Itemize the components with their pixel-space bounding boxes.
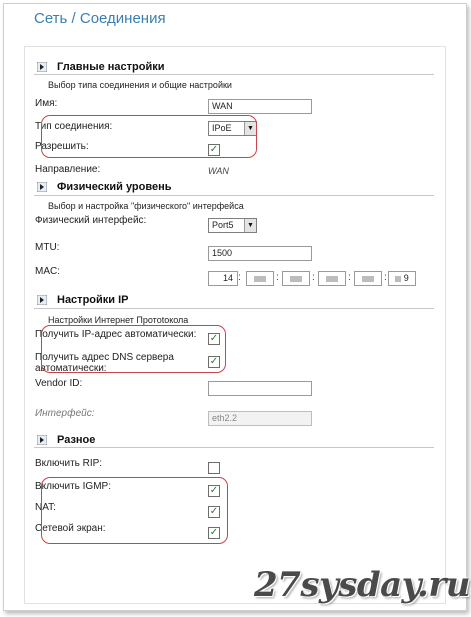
- section-main-subtitle: Выбор типа соединения и общие настройки: [48, 80, 232, 90]
- direction-label: Направление:: [35, 164, 101, 175]
- rip-checkbox[interactable]: [208, 462, 220, 474]
- redacted-value: [395, 276, 401, 282]
- vendor-id-input[interactable]: [208, 381, 312, 396]
- interface-label: Интерфейс:: [35, 408, 95, 419]
- section-divider: [34, 308, 434, 309]
- highlight-box: [41, 325, 226, 373]
- page-title: Сеть / Соединения: [34, 10, 166, 27]
- name-label: Имя:: [35, 98, 58, 109]
- mtu-input[interactable]: 1500: [208, 246, 312, 261]
- firewall-label: Сетевой экран:: [35, 523, 106, 534]
- rip-label: Включить RIP:: [35, 458, 103, 469]
- section-main-header: [37, 61, 165, 73]
- section-physical-title: Физический уровень: [57, 181, 172, 193]
- redacted-value: [290, 276, 302, 282]
- direction-value: WAN: [208, 166, 229, 176]
- section-misc-header: [37, 434, 95, 446]
- connection-type-label: Тип соединения:: [35, 121, 113, 132]
- mac-octet-1[interactable]: 14: [208, 271, 238, 286]
- redacted-value: [326, 276, 338, 282]
- highlight-box: [41, 477, 228, 544]
- auto-dns-label-line2: автоматически:: [35, 363, 107, 374]
- checkmark-icon: ✓: [209, 356, 219, 367]
- physical-interface-label: Физический интерфейс:: [35, 215, 147, 226]
- chevron-down-icon: ▼: [244, 122, 256, 135]
- mac-separator: :: [312, 272, 315, 283]
- interface-input: eth2.2: [208, 411, 312, 426]
- arrow-right-icon: [37, 62, 47, 72]
- section-physical-header: [37, 181, 172, 193]
- mac-octet-3[interactable]: [282, 271, 310, 286]
- physical-interface-select[interactable]: [208, 218, 257, 233]
- mac-separator: :: [238, 272, 241, 283]
- mac-separator: :: [384, 272, 387, 283]
- physical-interface-value: Port5: [212, 220, 234, 230]
- redacted-value: [254, 276, 266, 282]
- site-watermark: 27sysday.ru: [254, 565, 470, 605]
- mac-separator: :: [348, 272, 351, 283]
- redacted-value: [362, 276, 374, 282]
- connection-type-value: IPoE: [212, 123, 232, 133]
- enable-label: Разрешить:: [35, 141, 89, 152]
- mac-octet-2[interactable]: [246, 271, 274, 286]
- checkmark-icon: ✓: [209, 485, 219, 496]
- checkmark-icon: ✓: [209, 527, 219, 538]
- arrow-right-icon: [37, 295, 47, 305]
- chevron-down-icon: ▼: [244, 219, 256, 232]
- highlight-box: [41, 115, 257, 158]
- section-physical-subtitle: Выбор и настройка "физического" интерфейса: [48, 201, 244, 211]
- checkmark-icon: ✓: [209, 333, 219, 344]
- section-main-title: Главные настройки: [57, 61, 165, 73]
- mac-separator: :: [276, 272, 279, 283]
- arrow-right-icon: [37, 182, 47, 192]
- section-ip-header: [37, 294, 128, 306]
- mac-octet-4[interactable]: [318, 271, 346, 286]
- mac-octet-6-value: 9: [403, 273, 409, 283]
- auto-ip-label: Получить IP-адрес автоматически:: [35, 329, 197, 340]
- section-ip-subtitle: Настройки Интернет Протоtокола: [48, 315, 189, 325]
- checkmark-icon: ✓: [209, 506, 219, 517]
- mac-octet-6[interactable]: [388, 271, 416, 286]
- section-divider: [34, 447, 434, 448]
- section-ip-title: Настройки IP: [57, 294, 129, 306]
- mac-label: MAC:: [35, 266, 60, 277]
- mtu-label: MTU:: [35, 242, 60, 253]
- checkmark-icon: ✓: [209, 144, 219, 155]
- vendor-id-label: Vendor ID:: [35, 378, 83, 389]
- name-input[interactable]: WAN: [208, 99, 312, 114]
- arrow-right-icon: [37, 435, 47, 445]
- section-divider: [34, 195, 434, 196]
- section-divider: [34, 74, 434, 75]
- mac-octet-5[interactable]: [354, 271, 382, 286]
- igmp-label: Включить IGMP:: [35, 481, 111, 492]
- section-misc-title: Разное: [57, 434, 96, 446]
- auto-dns-label-line1: Получить адрес DNS сервера: [35, 352, 174, 363]
- nat-label: NAT:: [35, 502, 56, 513]
